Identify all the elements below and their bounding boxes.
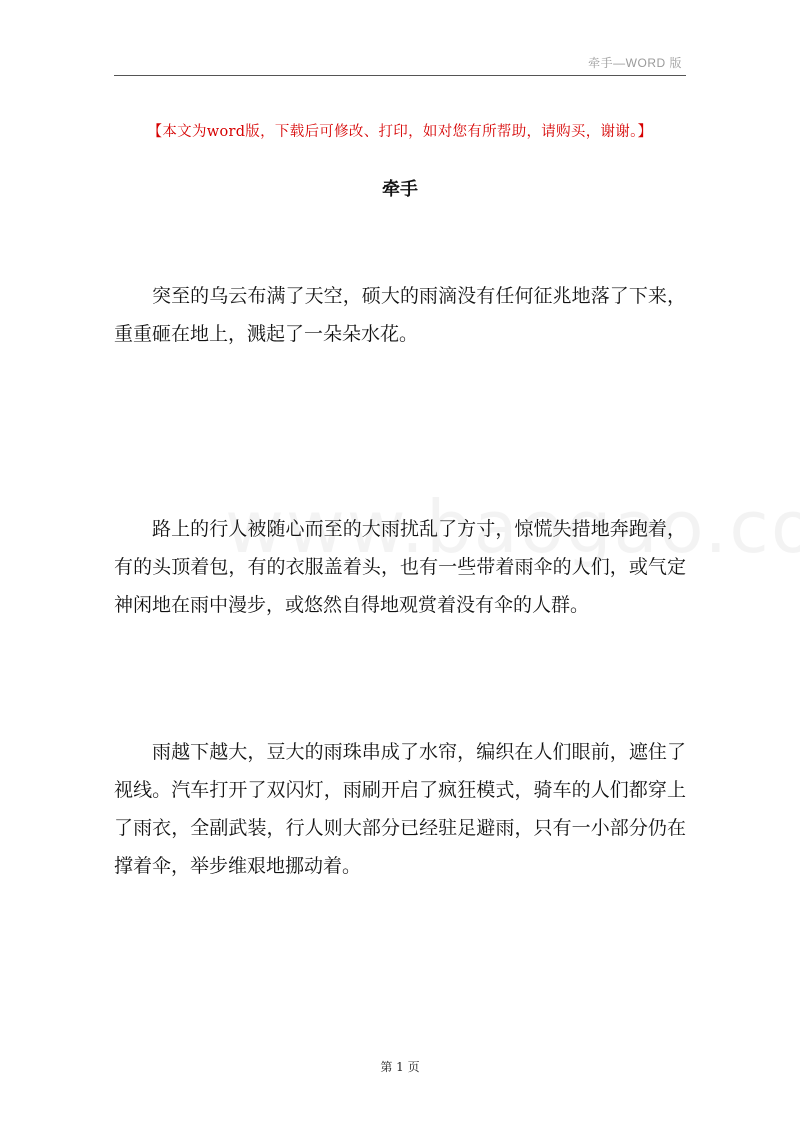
purchase-notice: 【本文为word版，下载后可修改、打印，如对您有所帮助，请购买，谢谢。】 [147,124,653,140]
paragraph-2: 路上的行人被随心而至的大雨扰乱了方寸，惊慌失措地奔跑着，有的头顶着包，有的衣服盖着头，也有一些带着雨伞的人们，或气定神闲地在雨中漫步，或悠然自得地观赏着没有伞的人群。 [114,518,686,616]
paragraph-3: 雨越下越大，豆大的雨珠串成了水帘，编织在人们眼前，遮住了视线。汽车打开了双闪灯，雨刷开启了疯狂模式，骑车的人们都穿上了雨衣，全副武装，行人则大部分已经驻足避雨，只有一小部分仍在撑着伞，举步维艰地挪动着。 [114,741,686,877]
page-header-text: 牵手—WORD 版 [588,56,682,70]
paragraph-1: 突至的乌云布满了天空，硕大的雨滴没有任何征兆地落了下来，重重砸在地上，溅起了一朵朵水花。 [114,285,686,345]
document-title: 牵手 [382,179,418,200]
header-rule [114,75,686,76]
page-number: 第 1 页 [380,1060,420,1074]
